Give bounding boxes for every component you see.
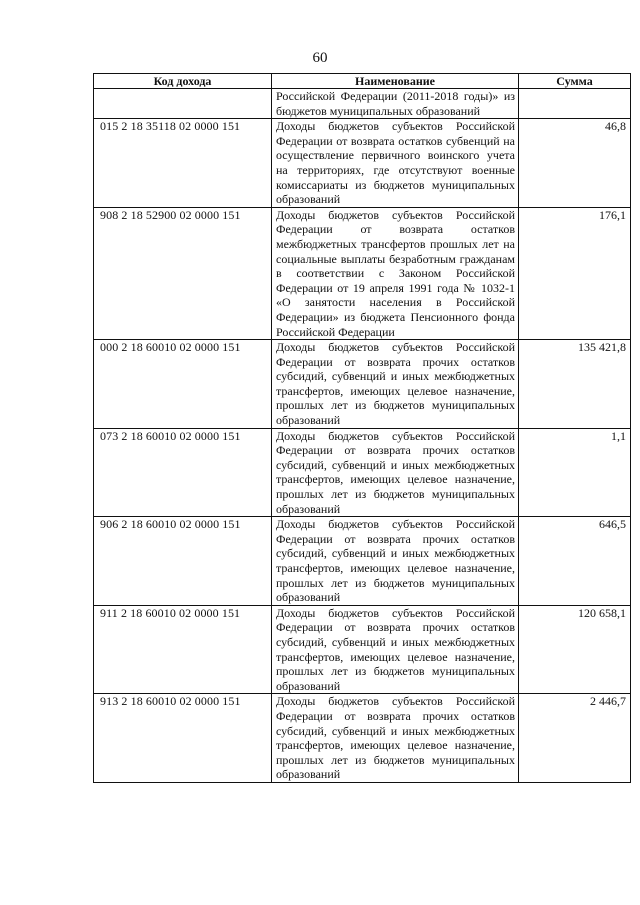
revenue-amount-cell: 176,1 [519, 207, 631, 339]
table-row [94, 694, 631, 783]
revenue-name-cell: Доходы бюджетов субъектов Российской Федерации от возврата прочих остатков субсидий, субвенций и иных межбюджетных трансфертов, имеющих целевое назначение, прошлых лет из бюджетов муниципальных образований [272, 605, 519, 694]
header-name: Наименование [272, 74, 519, 89]
revenue-amount-cell: 646,5 [519, 517, 631, 606]
revenue-name-cell: Доходы бюджетов субъектов Российской Федерации от возврата остатков субвенций на осуществление первичного воинского учета на территориях, где отсутствуют военные комиссариаты из бюджетов муниципальных образований [272, 119, 519, 208]
revenue-name-cell: Доходы бюджетов субъектов Российской Федерации от возврата прочих остатков субсидий, субвенций и иных межбюджетных трансфертов, имеющих целевое назначение, прошлых лет из бюджетов муниципальных образований [272, 517, 519, 606]
table-row [94, 207, 631, 339]
revenue-amount-cell [519, 89, 631, 119]
revenue-amount-cell: 2 446,7 [519, 694, 631, 783]
revenue-amount-cell: 1,1 [519, 428, 631, 517]
revenue-code-cell: 908 2 18 52900 02 0000 151 [94, 207, 272, 339]
header-code: Код дохода [94, 74, 272, 89]
revenue-name-cell: Доходы бюджетов субъектов Российской Федерации от возврата прочих остатков субсидий, субвенций и иных межбюджетных трансфертов, имеющих целевое назначение, прошлых лет из бюджетов муниципальных образований [272, 694, 519, 783]
revenue-code-cell: 911 2 18 60010 02 0000 151 [94, 605, 272, 694]
revenue-code-cell: 906 2 18 60010 02 0000 151 [94, 517, 272, 606]
table-row [94, 605, 631, 694]
revenue-name-cell: Доходы бюджетов субъектов Российской Федерации от возврата прочих остатков субсидий, субвенций и иных межбюджетных трансфертов, имеющих целевое назначение, прошлых лет из бюджетов муниципальных образований [272, 340, 519, 429]
revenue-code-cell: 073 2 18 60010 02 0000 151 [94, 428, 272, 517]
revenue-amount-cell: 135 421,8 [519, 340, 631, 429]
table-row [94, 119, 631, 208]
table-row [94, 517, 631, 606]
revenue-code-cell: 015 2 18 35118 02 0000 151 [94, 119, 272, 208]
revenue-name-cell: Доходы бюджетов субъектов Российской Федерации от возврата остатков межбюджетных трансфертов прошлых лет на социальные выплаты безработным гражданам в соответствии с Законом Российской Федерации от 19 апреля 1991 года № 1032-1 «О занятости населения в Российской Федерации» из бюджета Пенсионного фонда Российской Федерации [272, 207, 519, 339]
header-amount: Сумма [519, 74, 631, 89]
revenue-code-cell: 000 2 18 60010 02 0000 151 [94, 340, 272, 429]
table-row [94, 340, 631, 429]
revenue-amount-cell: 120 658,1 [519, 605, 631, 694]
revenue-amount-cell: 46,8 [519, 119, 631, 208]
table-row [94, 89, 631, 119]
revenue-name-cell: Российской Федерации (2011-2018 годы)» из бюджетов муниципальных образований [272, 89, 519, 119]
revenue-code-cell: 913 2 18 60010 02 0000 151 [94, 694, 272, 783]
revenue-name-cell: Доходы бюджетов субъектов Российской Федерации от возврата прочих остатков субсидий, субвенций и иных межбюджетных трансфертов, имеющих целевое назначение, прошлых лет из бюджетов муниципальных образований [272, 428, 519, 517]
table-row [94, 428, 631, 517]
revenue-table [93, 73, 631, 783]
page-number: 60 [312, 50, 328, 66]
revenue-code-cell [94, 89, 272, 119]
table-header-row [94, 74, 631, 89]
